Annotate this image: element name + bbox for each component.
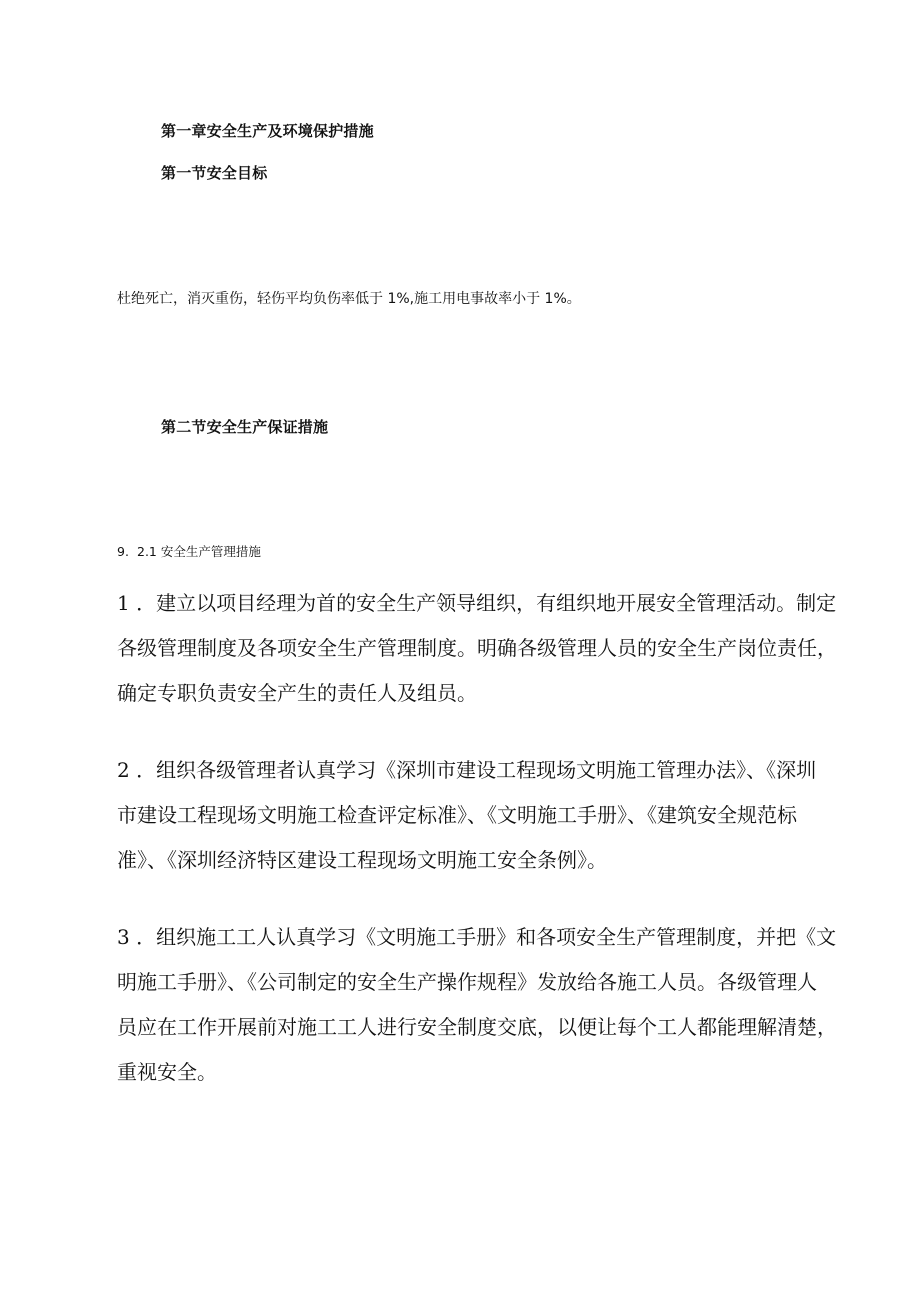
subsection-heading [117, 542, 261, 560]
paragraph-line: 1 ．建立以项目经理为首的安全生产领导组织，有组织地开展安全管理活动。制定 [117, 591, 837, 615]
paragraph-line: 2 ．组织各级管理者认真学习《深圳市建设工程现场文明施工管理办法》、《深圳 [117, 758, 817, 782]
paragraph-line: 准》、《深圳经济特区建设工程现场文明施工安全条例》。 [117, 848, 607, 872]
paragraph-line: 员应在工作开展前对施工工人进行安全制度交底，以便让每个工人都能理解清楚， [117, 1015, 837, 1039]
paragraph-line: 市建设工程现场文明施工检查评定标准》、《文明施工手册》、《建筑安全规范标 [117, 803, 797, 827]
section-title-1: 第一节安全目标 [161, 164, 268, 182]
paragraph-2 [117, 748, 857, 883]
paragraph-line: 3 ．组织施工工人认真学习《文明施工手册》和各项安全生产管理制度，并把《文 [117, 925, 837, 949]
paragraph-line: 明施工手册》、《公司制定的安全生产操作规程》发放给各施工人员。各级管理人 [117, 970, 817, 994]
safety-goal-text: 杜绝死亡，消灭重伤，轻伤平均负伤率低于 1%,施工用电事故率小于 1%。 [117, 291, 581, 307]
subsection-title: 2.1 安全生产管理措施 [137, 544, 261, 559]
subsection-number: 9. [117, 544, 129, 559]
chapter-title: 第一章安全生产及环境保护措施 [161, 122, 374, 140]
paragraph-3 [117, 915, 857, 1095]
paragraph-line: 确定专职负责安全产生的责任人及组员。 [117, 681, 477, 705]
section-title-2: 第二节安全生产保证措施 [161, 418, 329, 436]
paragraph-line: 各级管理制度及各项安全生产管理制度。明确各级管理人员的安全生产岗位责任， [117, 636, 837, 660]
paragraph-line: 重视安全。 [117, 1060, 217, 1084]
paragraph-1 [117, 581, 857, 716]
